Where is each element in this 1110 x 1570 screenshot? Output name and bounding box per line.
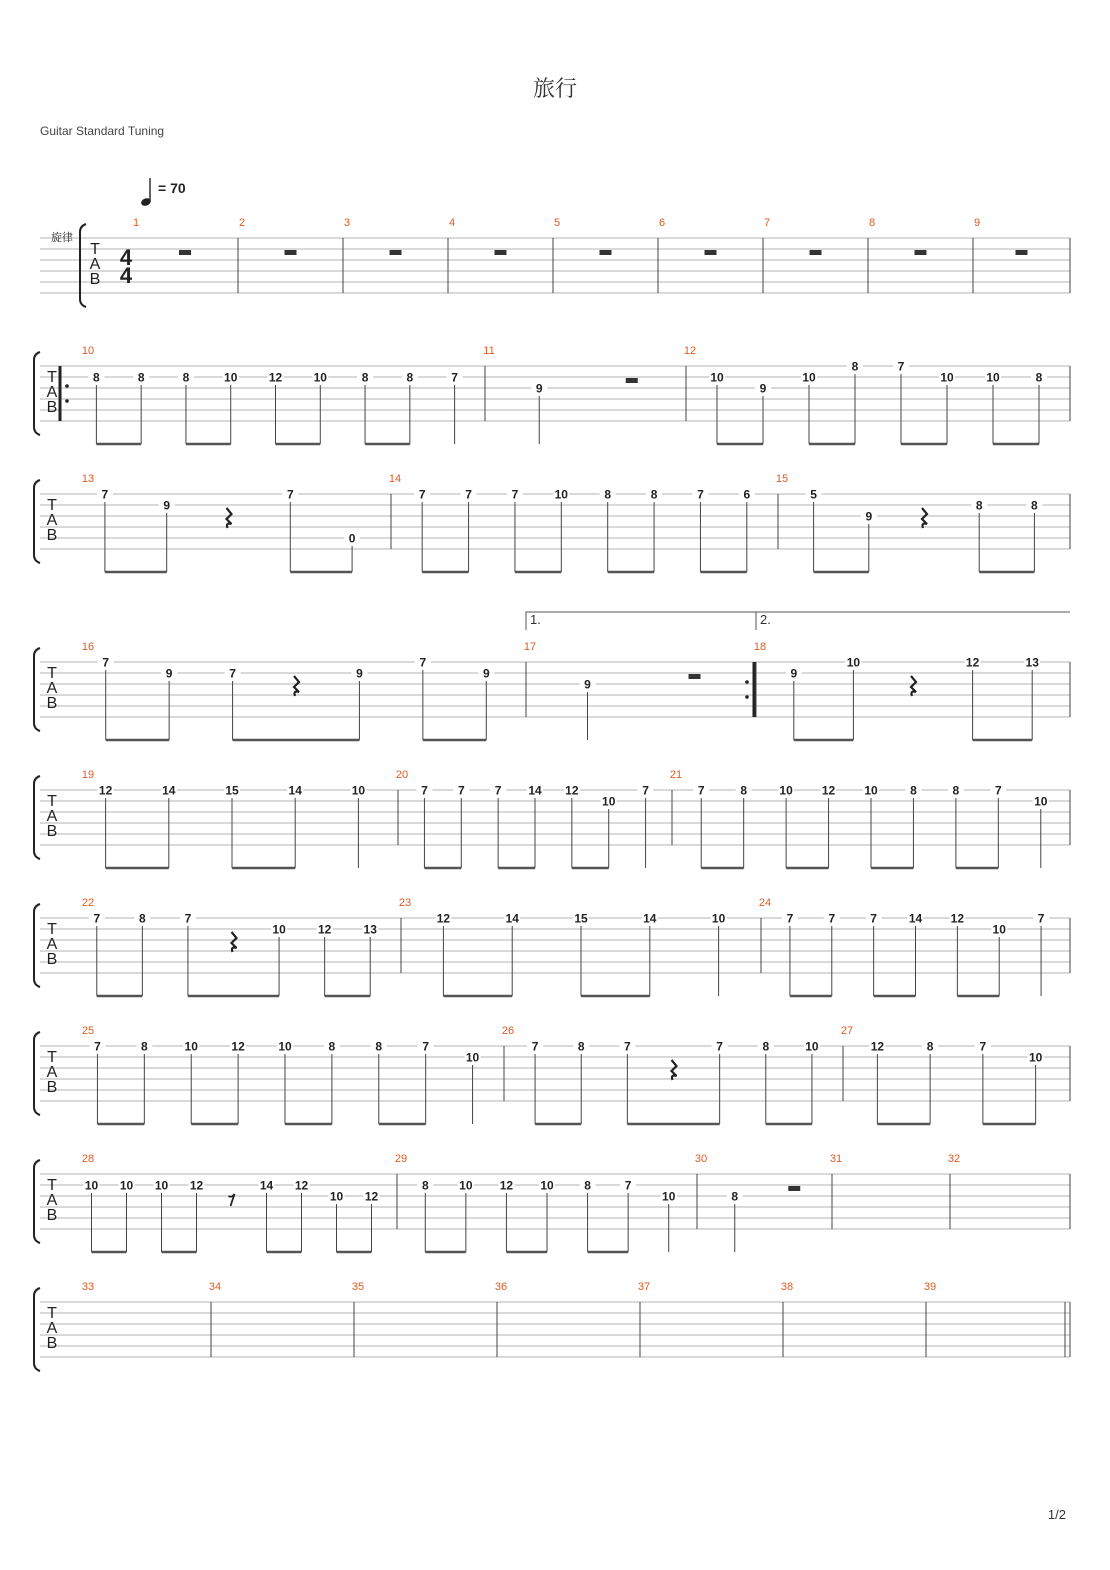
measure-number: 6: [658, 217, 666, 229]
measure-number: 12: [683, 345, 697, 357]
system-bracket: [34, 1032, 40, 1115]
measure-number: 34: [208, 1281, 222, 1293]
fret-number: 12: [565, 783, 579, 798]
fret-number: 8: [421, 1178, 429, 1193]
measure-number: 9: [973, 217, 981, 229]
repeat-dot: [745, 680, 749, 684]
fret-number: 10: [662, 1189, 676, 1204]
quarter-rest-icon: [294, 676, 299, 696]
fret-number: 7: [511, 487, 519, 502]
fret-number: 7: [93, 911, 101, 926]
fret-number: 7: [979, 1039, 987, 1054]
tab-clef-letter: T: [47, 665, 57, 682]
fret-number: 10: [779, 783, 793, 798]
system-bracket: [34, 1160, 40, 1243]
fret-number: 12: [436, 911, 451, 926]
fret-number: 7: [465, 487, 472, 502]
tab-clef-letter: A: [46, 808, 58, 825]
quarter-rest-icon: [672, 1060, 677, 1080]
measure-number: 18: [753, 641, 767, 653]
measure-number: 38: [780, 1281, 794, 1293]
fret-number: 9: [584, 677, 591, 692]
measure-number: 39: [923, 1281, 937, 1293]
tab-clef-letter: A: [46, 936, 58, 953]
fret-number: 10: [554, 487, 568, 502]
fret-number: 9: [790, 666, 798, 681]
system-bracket: [34, 904, 40, 987]
fret-number: 12: [499, 1178, 514, 1193]
tab-clef-letter: T: [47, 1305, 57, 1322]
fret-number: 8: [584, 1178, 591, 1193]
fret-number: 8: [1031, 498, 1038, 513]
fret-number: 12: [364, 1189, 379, 1204]
fret-number: 7: [286, 487, 294, 502]
measure-number: 2: [238, 217, 246, 229]
fret-number: 9: [759, 381, 767, 396]
tab-system: [34, 1281, 1070, 1371]
tab-clef-letter: B: [46, 695, 58, 712]
tab-clef-letter: B: [46, 823, 58, 840]
tab-system: [34, 1153, 1070, 1252]
measure-number: 25: [81, 1025, 95, 1037]
fret-number: 10: [272, 922, 286, 937]
measure-number: 19: [81, 769, 95, 781]
tab-clef-letter: A: [46, 384, 58, 401]
repeat-ending-label: 1.: [530, 612, 541, 627]
fret-number: 10: [119, 1178, 134, 1193]
measure-number: 8: [868, 217, 876, 229]
fret-number: 7: [624, 1178, 632, 1193]
fret-number: 12: [268, 370, 283, 385]
measure-number: 36: [494, 1281, 508, 1293]
fret-number: 8: [975, 498, 983, 513]
measure-number: 30: [694, 1153, 708, 1165]
tab-clef-letter: A: [46, 1192, 58, 1209]
fret-number: 15: [574, 911, 588, 926]
fret-number: 8: [731, 1189, 739, 1204]
quarter-rest-icon: [227, 508, 232, 528]
measure-number: 28: [81, 1153, 95, 1165]
repeat-ending-bracket: [526, 612, 756, 630]
half-rest-icon: [600, 250, 612, 255]
fret-number: 14: [162, 783, 176, 798]
fret-number: 8: [604, 487, 612, 502]
fret-number: 12: [870, 1039, 885, 1054]
tab-clef-letter: B: [46, 527, 58, 544]
fret-number: 7: [229, 666, 236, 681]
repeat-dot: [65, 384, 69, 388]
fret-number: 10: [846, 655, 861, 670]
half-rest-icon: [705, 250, 717, 255]
half-rest-icon: [495, 250, 507, 255]
repeat-ending-bracket: [756, 612, 1070, 630]
measure-number: 17: [523, 641, 537, 653]
fret-number: 7: [184, 911, 192, 926]
measure-number: 31: [829, 1153, 843, 1165]
tab-clef-letter: B: [46, 951, 58, 968]
fret-number: 12: [189, 1178, 204, 1193]
tuning-label: Guitar Standard Tuning: [40, 124, 165, 138]
tab-clef-letter: T: [47, 921, 57, 938]
fret-number: 6: [743, 487, 751, 502]
tab-clef-letter: A: [46, 512, 58, 529]
fret-number: 7: [697, 487, 704, 502]
half-rest-icon: [689, 674, 701, 679]
quarter-rest-icon: [232, 932, 237, 952]
fret-number: 14: [505, 911, 519, 926]
fret-number: 7: [102, 655, 110, 670]
fret-number: 7: [457, 783, 465, 798]
tab-clef-letter: A: [46, 1320, 58, 1337]
fret-number: 8: [910, 783, 917, 798]
fret-number: 7: [642, 783, 649, 798]
measure-number: 3: [343, 217, 351, 229]
song-title: 旅行: [532, 76, 577, 101]
tab-clef-letter: B: [89, 271, 101, 288]
fret-number: 10: [84, 1178, 99, 1193]
fret-number: 8: [762, 1039, 770, 1054]
fret-number: 10: [710, 370, 724, 385]
fret-number: 8: [328, 1039, 336, 1054]
fret-number: 10: [711, 911, 726, 926]
measure-number: 29: [394, 1153, 408, 1165]
tab-clef-letter: T: [47, 1049, 57, 1066]
measure-number: 11: [483, 345, 495, 357]
measure-number: 26: [501, 1025, 515, 1037]
fret-number: 9: [356, 666, 363, 681]
fret-number: 12: [98, 783, 113, 798]
measure-number: 37: [637, 1281, 651, 1293]
fret-number: 10: [986, 370, 1000, 385]
fret-number: 9: [163, 498, 171, 513]
fret-number: 8: [375, 1039, 383, 1054]
fret-number: 12: [231, 1039, 245, 1054]
fret-number: 7: [494, 783, 502, 798]
fret-number: 14: [288, 783, 302, 798]
fret-number: 10: [465, 1050, 480, 1065]
fret-number: 12: [317, 922, 332, 937]
fret-number: 10: [602, 794, 616, 809]
system-bracket: [34, 776, 40, 859]
fret-number: 10: [540, 1178, 554, 1193]
half-rest-icon: [626, 378, 638, 383]
fret-number: 12: [821, 783, 836, 798]
fret-number: 7: [786, 911, 794, 926]
tab-clef-letter: A: [89, 256, 101, 273]
repeat-ending-label: 2.: [760, 612, 771, 627]
quarter-rest-icon: [922, 508, 927, 528]
tab-clef-letter: B: [46, 1335, 58, 1352]
repeat-dot: [65, 399, 69, 403]
repeat-dot: [745, 695, 749, 699]
fret-number: 8: [361, 370, 369, 385]
time-signature-top: 4: [119, 245, 133, 270]
fret-number: 7: [94, 1039, 101, 1054]
fret-number: 0: [348, 531, 356, 546]
fret-number: 10: [1034, 794, 1048, 809]
tempo-value: = 70: [158, 180, 186, 196]
measure-number: 16: [81, 641, 95, 653]
fret-number: 10: [154, 1178, 169, 1193]
measure-number: 33: [81, 1281, 95, 1293]
fret-number: 7: [697, 783, 705, 798]
fret-number: 10: [864, 783, 878, 798]
measure-number: 10: [81, 345, 95, 357]
fret-number: 7: [419, 655, 427, 670]
quarter-rest-icon: [911, 676, 916, 696]
fret-number: 8: [926, 1039, 934, 1054]
half-rest-icon: [810, 250, 822, 255]
measure-number: 21: [669, 769, 683, 781]
tab-clef-letter: T: [47, 497, 57, 514]
fret-number: 7: [716, 1039, 723, 1054]
fret-number: 14: [908, 911, 923, 926]
fret-number: 8: [952, 783, 960, 798]
fret-number: 8: [137, 370, 145, 385]
fret-number: 9: [165, 666, 173, 681]
fret-number: 7: [421, 783, 428, 798]
fret-number: 7: [828, 911, 836, 926]
tab-clef-letter: T: [47, 369, 57, 386]
track-label: 旋律: [51, 232, 73, 244]
measure-number: 4: [448, 217, 456, 229]
tab-system: [34, 345, 1070, 444]
fret-number: 12: [950, 911, 965, 926]
fret-number: 7: [531, 1039, 539, 1054]
fret-number: 8: [140, 1039, 148, 1054]
fret-number: 10: [459, 1178, 473, 1193]
system-bracket: [34, 352, 40, 435]
fret-number: 8: [650, 487, 658, 502]
fret-number: 8: [851, 359, 859, 374]
fret-number: 10: [184, 1039, 198, 1054]
measure-number: 20: [395, 769, 409, 781]
system-bracket: [34, 480, 40, 563]
fret-number: 7: [870, 911, 877, 926]
fret-number: 10: [1028, 1050, 1043, 1065]
tab-system: [34, 1025, 1070, 1124]
fret-number: 10: [313, 370, 327, 385]
tab-clef-letter: B: [46, 1207, 58, 1224]
measure-number: 23: [398, 897, 412, 909]
fret-number: 5: [810, 487, 817, 502]
tab-system: [34, 641, 1070, 740]
tab-clef-letter: B: [46, 1079, 58, 1096]
fret-number: 10: [224, 370, 238, 385]
measure-number: 24: [758, 897, 772, 909]
fret-number: 10: [992, 922, 1006, 937]
measure-number: 7: [763, 217, 771, 229]
time-signature-bottom: 4: [119, 263, 133, 288]
tab-system: [34, 473, 1070, 572]
fret-number: 8: [139, 911, 146, 926]
tab-clef-letter: A: [46, 1064, 58, 1081]
measure-number: 15: [775, 473, 789, 485]
tab-system: [34, 897, 1070, 996]
fret-number: 10: [329, 1189, 344, 1204]
fret-number: 8: [577, 1039, 585, 1054]
fret-number: 7: [624, 1039, 631, 1054]
fret-number: 15: [225, 783, 239, 798]
half-rest-icon: [788, 1186, 800, 1191]
fret-number: 8: [182, 370, 190, 385]
tab-clef-letter: T: [90, 241, 100, 258]
fret-number: 12: [294, 1178, 309, 1193]
tab-clef-letter: T: [47, 793, 57, 810]
eighth-rest-icon: [229, 1194, 235, 1206]
fret-number: 10: [351, 783, 366, 798]
fret-number: 12: [965, 655, 980, 670]
half-rest-icon: [390, 250, 402, 255]
half-rest-icon: [915, 250, 927, 255]
fret-number: 10: [278, 1039, 292, 1054]
fret-number: 7: [418, 487, 426, 502]
fret-number: 13: [1025, 655, 1039, 670]
measure-number: 13: [81, 473, 95, 485]
fret-number: 8: [740, 783, 748, 798]
system-bracket: [34, 1288, 40, 1371]
fret-number: 7: [897, 359, 905, 374]
fret-number: 10: [805, 1039, 819, 1054]
measure-number: 1: [132, 217, 140, 229]
fret-number: 14: [259, 1178, 274, 1193]
fret-number: 8: [1035, 370, 1043, 385]
system-bracket: [80, 224, 86, 307]
measure-number: 5: [553, 217, 561, 229]
tab-clef-letter: B: [46, 399, 58, 416]
tab-system: [34, 769, 1070, 868]
measure-number: 32: [947, 1153, 961, 1165]
fret-number: 14: [643, 911, 657, 926]
fret-number: 9: [482, 666, 490, 681]
measure-number: 35: [351, 1281, 365, 1293]
fret-number: 7: [1037, 911, 1045, 926]
fret-number: 14: [528, 783, 542, 798]
fret-number: 9: [535, 381, 543, 396]
fret-number: 7: [422, 1039, 430, 1054]
tab-system: [40, 217, 1070, 307]
fret-number: 10: [802, 370, 816, 385]
tab-clef-letter: A: [46, 680, 58, 697]
half-rest-icon: [285, 250, 297, 255]
fret-number: 13: [363, 922, 377, 937]
fret-number: 7: [451, 370, 458, 385]
fret-number: 7: [994, 783, 1002, 798]
half-rest-icon: [179, 250, 191, 255]
fret-number: 8: [93, 370, 100, 385]
fret-number: 10: [940, 370, 954, 385]
tab-clef-letter: T: [47, 1177, 57, 1194]
measure-number: 14: [388, 473, 402, 485]
fret-number: 8: [406, 370, 414, 385]
fret-number: 7: [101, 487, 109, 502]
half-rest-icon: [1016, 250, 1028, 255]
system-bracket: [34, 648, 40, 731]
page-number: 1/2: [1047, 1507, 1066, 1522]
measure-number: 27: [840, 1025, 854, 1037]
measure-number: 22: [81, 897, 95, 909]
fret-number: 9: [865, 509, 873, 524]
